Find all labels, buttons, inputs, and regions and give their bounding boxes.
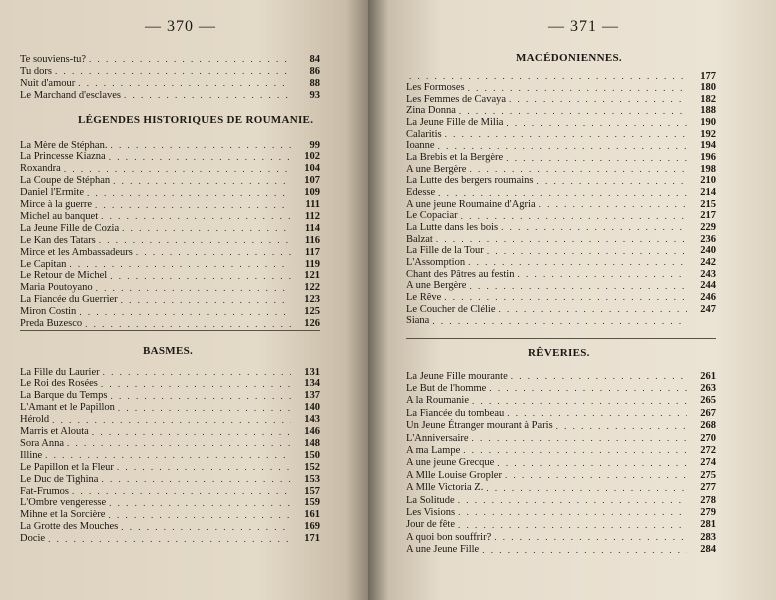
dot-leader [124,90,291,100]
dot-leader [409,71,687,81]
dot-leader [52,415,291,425]
toc-entry-page: 111 [305,199,320,210]
toc-entry-title: La Brebis et la Bergère [406,152,504,164]
toc-entry-page: 157 [304,485,320,497]
dot-leader [494,532,687,542]
dot-leader [497,458,687,468]
toc-entry [406,70,716,82]
dot-leader [99,235,291,245]
dot-leader [89,54,291,64]
toc-entry-title: Le Duc de Tighina [20,473,99,485]
toc-entry-title: Daniel l'Ermite [20,187,84,199]
toc-entry-page: 243 [700,268,716,280]
toc-entry-title: A ma Lampe [406,444,461,456]
toc-entry [20,497,320,509]
toc-entry [20,426,320,438]
toc-entry-title: La Princesse Kiazna [20,151,106,163]
toc-entry-title: A une jeune Grecque [406,457,495,469]
toc-entry-page: 131 [304,366,320,378]
toc-entry [406,163,716,175]
toc-entry [406,233,716,245]
toc-entry-title: Le Copaciar [406,210,458,222]
toc-entry-title: La Mère de Stéphan. [20,139,108,151]
dot-leader [482,545,687,555]
toc-entry-title: Le Coucher de Clélie [406,303,496,315]
dot-leader [468,83,687,93]
toc-entry [406,395,716,407]
toc-entry-title: A quoi bon souffrir? [406,531,492,543]
toc-entry-title: Nuit d'amour [20,77,76,89]
toc-entry [20,139,320,151]
toc-entry [20,509,320,521]
dot-leader [95,200,291,210]
toc-entry [20,294,320,306]
dot-leader [67,438,291,448]
toc-entry [406,117,716,129]
toc-entry [20,473,320,485]
dot-leader [489,383,687,393]
toc-entry-page: 93 [309,89,320,101]
toc-entry [20,533,320,545]
toc-entry-page: 122 [304,282,320,294]
toc-entry-page: 244 [700,280,716,292]
toc-entry [406,152,716,164]
toc-entry-title: Preda Buzesco [20,318,83,329]
toc-entry-title: A une Jeune Fille [406,544,480,556]
toc-entry-title: Calaritis [406,128,442,140]
toc-entry-page: 240 [700,245,716,257]
toc-entry-page: 99 [309,139,320,151]
toc-entry-page: 215 [700,198,716,210]
dot-leader [458,520,687,530]
toc-entry-title: Sora Anna [20,437,65,449]
toc-entry [20,65,320,77]
toc-entry [20,234,320,246]
toc-entry-title: L'Amant et le Papillon [20,402,115,414]
toc-entry-page: 196 [700,152,716,164]
dot-leader [87,188,291,198]
dot-leader [505,470,687,480]
toc-entry [406,544,716,556]
toc-entry [406,175,716,187]
toc-entry-page: 283 [700,531,716,543]
toc-entry [20,521,320,533]
dot-leader [468,257,687,267]
toc-entry-title: Jour de fête [406,519,455,531]
toc-entry [406,280,716,292]
toc-entry-page: 188 [700,105,716,117]
dot-leader [469,164,687,174]
toc-entry [20,461,320,473]
dot-leader [501,222,687,232]
dot-leader [472,433,687,443]
toc-entry [20,449,320,461]
toc-entry-title: La Jeune Fille de Milia [406,117,504,129]
toc-entry [406,198,716,210]
toc-entry-title: Mihne et la Sorcière [20,509,106,521]
toc-entry-page: 246 [700,291,716,303]
dot-leader [64,164,291,174]
toc-entry [406,245,716,257]
dot-leader [458,495,687,505]
toc-entry-title: A une Bergère [406,163,467,175]
toc-entry [20,437,320,449]
toc-entry-page: 177 [700,70,716,82]
toc-entry-title: A une jeune Roumaine d'Agria [406,198,536,210]
dot-leader [445,129,687,139]
toc-entry-title: Les Femmes de Cavaya [406,93,507,105]
toc-entry-title: Docie [20,533,46,545]
toc-entry [406,506,716,518]
toc-entry-title: Le Capitan [20,258,67,270]
dot-leader [469,281,687,291]
toc-entry-page: 229 [700,221,716,233]
dot-leader [458,507,687,517]
dot-leader [69,259,291,269]
dot-leader [444,292,687,302]
toc-entry-page: 146 [304,426,320,437]
toc-entry-page: 190 [700,117,716,129]
toc-entry [406,420,716,432]
toc-entry-title: A Mlle Victoria Z. [406,482,484,494]
dot-leader [472,396,687,406]
toc-entry-title: Chant des Pâtres au festin [406,268,515,280]
left-page [0,0,368,600]
dot-leader [55,66,291,76]
toc-entry-title: Le Marchand d'esclaves [20,89,122,101]
toc-entry-page: 84 [309,53,320,65]
dot-leader [438,141,687,151]
toc-entry [406,93,716,105]
toc-entry-title: La Fiancée du Guerrier [20,294,118,306]
toc-entry [406,221,716,233]
dot-leader [118,403,291,413]
section-divider [406,338,716,339]
toc-entry-page: 261 [700,370,716,382]
toc-entry [406,519,716,531]
toc-entry [20,270,320,282]
dot-leader [92,427,291,437]
dot-leader [436,234,687,244]
toc-entry [20,89,320,101]
toc-entry-page: 270 [700,432,716,444]
dot-leader [109,152,291,162]
toc-entry [20,485,320,497]
toc-entry-page: 247 [700,303,716,315]
toc-entry-title: Le Rêve [406,291,442,303]
toc-entry-page: 116 [304,234,320,246]
toc-entry-page: 272 [700,444,716,456]
toc-entry-title: A la Roumanie [406,395,469,407]
toc-entry-page: 125 [304,306,320,318]
toc-entry-title: Roxandra [20,163,61,175]
toc-entry-page: 194 [700,140,716,152]
toc-entry-page: 180 [700,82,716,94]
toc-entry-title: La Fiancée du tombeau [406,407,505,419]
toc-entry-title: Maria Poutoyano [20,282,93,294]
toc-entry-page: 88 [309,77,320,89]
toc-entry-page: 119 [304,258,320,270]
toc-entry [406,432,716,444]
section-heading: RÊVERIES. [528,347,590,359]
toc-entry-page: 214 [700,187,716,198]
toc-entry [20,402,320,414]
toc-entry-page: 198 [700,163,716,175]
section-heading: LÉGENDES HISTORIQUES DE ROUMANIE. [78,114,314,126]
toc-entry [406,457,716,469]
toc-entry-title: A une Bergère [406,280,467,292]
dot-leader [438,188,687,198]
toc-entry [20,187,320,199]
dot-leader [103,367,291,377]
toc-entry-page: 275 [700,469,716,481]
section-divider [20,330,320,331]
dot-leader [85,319,291,329]
toc-entry-page: 277 [700,482,716,494]
toc-entry [20,258,320,270]
toc-entry-page: 268 [700,420,716,432]
toc-entry-title: Te souviens-tu? [20,53,87,65]
toc-entry [20,53,320,65]
toc-entry-title: L'Anniversaire [406,432,469,444]
toc-entry-page: 278 [700,494,716,506]
dot-leader [96,283,291,293]
toc-entry [406,256,716,268]
toc-entry [406,370,716,382]
dot-leader [487,246,687,256]
toc-entry-page: 121 [304,270,320,282]
toc-entry [406,469,716,481]
page-number: — 370 — [145,18,216,35]
toc-entry-page: 126 [304,318,320,329]
toc-entry-page: 137 [304,390,320,402]
toc-entry [406,128,716,140]
dot-leader [122,223,291,233]
toc-entry-page: 161 [304,509,320,521]
toc-entry [406,210,716,222]
toc-entry-title: Le Papillon et la Fleur [20,461,114,473]
toc-entry-page: 117 [304,246,320,258]
toc-entry-title: Michel au banquet [20,210,99,222]
toc-entry-title: Le Roi des Rosées [20,378,98,390]
dot-leader [136,247,291,257]
dot-leader [48,534,291,544]
toc-entry [20,163,320,175]
toc-entry-title: La Barque du Temps [20,390,108,402]
toc-entry-page: 140 [304,402,320,414]
toc-entry-title: La Jeune Fille mourante [406,370,508,382]
dot-leader [101,211,291,221]
toc-entry-page: 114 [304,222,320,234]
toc-entry-page: 134 [304,378,320,390]
toc-entry-title: Le But de l'homme [406,382,487,394]
toc-entry-title: Mirce et les Ambassadeurs [20,246,133,258]
toc-entry-title: La Jeune Fille de Cozia [20,222,120,234]
toc-entry-page: 107 [304,175,320,187]
toc-entry-page: 182 [700,93,716,105]
dot-leader [499,304,687,314]
section-heading: BASMES. [143,345,194,357]
toc-entry-title: Zina Donna [406,105,456,117]
toc-entry-page: 102 [304,151,320,163]
toc-entry-title: Marris et Alouta [20,426,89,437]
toc-entry [20,175,320,187]
toc-entry-title: Les Formoses [406,82,465,94]
toc-entry [20,390,320,402]
dot-leader [539,199,687,209]
toc-entry [20,222,320,234]
toc-entry-page: 267 [700,407,716,419]
toc-entry-title: L'Ombre vengeresse [20,497,107,509]
toc-entry [20,414,320,426]
dot-leader [101,474,291,484]
toc-entry [20,199,320,211]
dot-leader [432,316,687,326]
toc-entry-title: Illine [20,449,43,461]
toc-entry [406,382,716,394]
dot-leader [121,522,291,532]
dot-leader [507,408,687,418]
toc-entry [406,407,716,419]
dot-leader [121,295,291,305]
toc-entry-title: La Grotte des Mouches [20,521,119,533]
toc-entry-page: 112 [304,210,320,222]
toc-entry-title: Le Kan des Tatars [20,234,96,246]
toc-entry [20,378,320,390]
dot-leader [509,94,687,104]
dot-leader [72,486,291,496]
toc-entry-page: 159 [304,497,320,509]
dot-leader [486,483,687,493]
toc-entry [406,482,716,494]
dot-leader [556,421,687,431]
dot-leader [108,510,291,520]
toc-entry [406,187,716,199]
toc-entry [406,268,716,280]
toc-entry [20,282,320,294]
toc-entry [406,444,716,456]
toc-entry [20,306,320,318]
toc-entry [406,291,716,303]
right-page [368,0,776,600]
toc-entry-title: La Coupe de Stéphan [20,175,111,187]
toc-entry-title: Ioanne [406,140,435,152]
toc-entry [20,246,320,258]
toc-entry-page: 169 [304,521,320,533]
toc-entry-title: L'Assomption [406,256,466,268]
toc-entry-title: Tu dors [20,65,53,77]
toc-entry-title: Hérold [20,414,50,426]
page-number: — 371 — [548,18,619,35]
toc-entry-page: 104 [304,163,320,175]
toc-entry-page: 109 [304,187,320,199]
dot-leader [117,462,291,472]
section-heading: MACÉDONIENNES. [516,52,622,64]
toc-entry-page: 236 [700,233,716,245]
dot-leader [101,379,291,389]
toc-entry [406,303,716,315]
toc-entry-page: 152 [304,461,320,473]
toc-entry-page: 123 [304,294,320,306]
toc-entry-page: 192 [700,128,716,140]
dot-leader [110,391,291,401]
dot-leader [113,176,291,186]
dot-leader [79,307,291,317]
toc-entry [406,531,716,543]
toc-entry [406,494,716,506]
dot-leader [506,153,687,163]
toc-entry-page: 143 [304,414,320,426]
dot-leader [110,271,291,281]
toc-entry-page: 153 [304,473,320,485]
toc-entry-page: 284 [700,544,716,556]
toc-entry-page: 171 [304,533,320,545]
toc-entry [20,77,320,89]
dot-leader [537,176,687,186]
toc-entry-title: Un Jeune Étranger mourant à Paris [406,420,553,432]
toc-entry-page: 148 [304,437,320,449]
toc-entry-title: Siana [406,315,430,327]
toc-entry-title: Le Retour de Michel [20,270,108,282]
toc-entry-title: Balzat [406,233,433,245]
toc-entry-title: A Mlle Louise Gropler [406,469,502,481]
toc-entry-title: La Solitude [406,494,455,506]
toc-entry-page: 150 [304,449,320,461]
toc-entry [406,105,716,117]
toc-entry-page: 86 [309,65,320,77]
toc-entry [20,318,320,330]
toc-entry-page: 210 [700,175,716,187]
toc-entry-title: La Fille du Laurier [20,366,100,378]
dot-leader [110,140,291,150]
toc-entry [20,210,320,222]
toc-entry-title: Edesse [406,187,436,198]
toc-entry-page: 263 [700,382,716,394]
dot-leader [45,450,291,460]
toc-entry-page: 274 [700,457,716,469]
toc-entry-title: Les Visions [406,506,456,518]
toc-entry [406,315,716,327]
dot-leader [463,445,687,455]
toc-entry-page: 281 [700,519,716,531]
toc-entry-title: Mirce à la guerre [20,199,92,210]
toc-entry-title: Fat-Frumos [20,485,70,497]
dot-leader [506,118,687,128]
toc-entry-page: 217 [700,210,716,222]
toc-entry-title: La Lutte dans les bois [406,221,499,233]
toc-entry [406,140,716,152]
dot-leader [109,498,291,508]
dot-leader [78,78,291,88]
toc-entry-title: Miron Costin [20,306,77,318]
dot-leader [511,371,687,381]
toc-entry-page: 242 [700,256,716,268]
toc-entry [20,366,320,378]
toc-entry [20,151,320,163]
dot-leader [517,269,687,279]
toc-entry-page: 265 [700,395,716,407]
toc-entry-title: La Fille de la Tour [406,245,484,257]
toc-entry [406,82,716,94]
toc-entry-page: 279 [700,506,716,518]
dot-leader [459,106,687,116]
toc-entry-title: La Lutte des bergers roumains [406,175,534,187]
dot-leader [461,211,687,221]
